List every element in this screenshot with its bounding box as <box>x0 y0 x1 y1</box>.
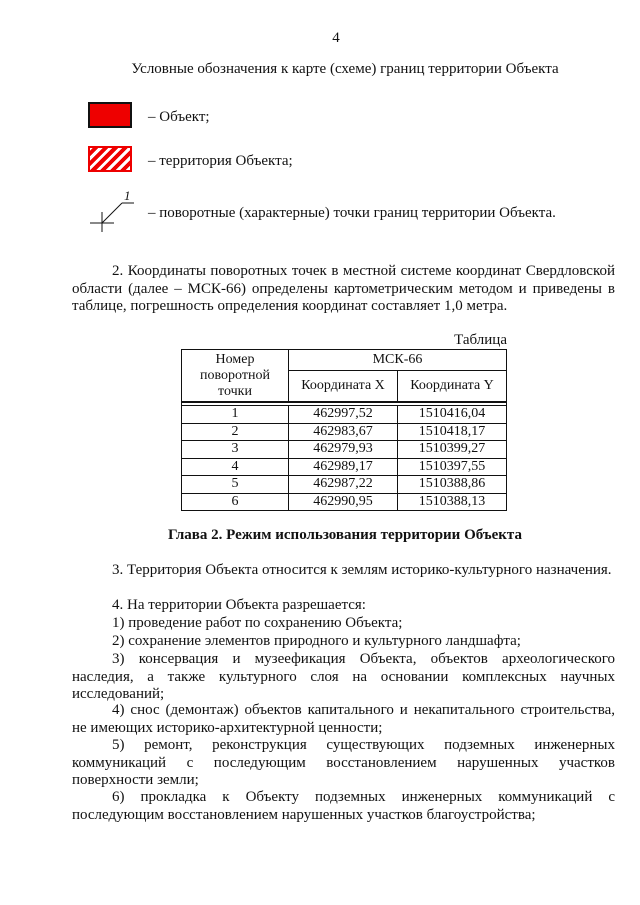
list-item-5: 5) ремонт, реконструкция существующих подземных инженерных коммуникаций с последующим восстановлением нарушенных участков поверхности земли; <box>72 737 615 788</box>
column-header-y: Координата Y <box>398 371 507 403</box>
list-item-1: 1) проведение работ по сохранению Объекта; <box>112 615 403 631</box>
table-row <box>182 476 507 494</box>
point-number: 2 <box>182 423 289 441</box>
point-number: 1 <box>182 406 289 424</box>
coord-x: 462989,17 <box>289 458 398 476</box>
coord-x: 462997,52 <box>289 406 398 424</box>
red-hatched-rectangle-icon <box>88 146 136 176</box>
column-header-system: МСК-66 <box>289 350 507 371</box>
red-filled-rectangle-icon <box>88 102 136 132</box>
coord-y: 1510388,86 <box>398 476 507 494</box>
coord-y: 1510418,17 <box>398 423 507 441</box>
legend-title: Условные обозначения к карте (схеме) границ территории Объекта <box>131 61 559 77</box>
table-row <box>182 441 507 459</box>
legend-item-turning-points <box>88 190 556 230</box>
legend-item-label: – Объект; <box>148 108 210 125</box>
point-number: 3 <box>182 441 289 459</box>
paragraph-3: 3. Территория Объекта относится к землям историко-культурного назначения. <box>112 562 612 578</box>
list-item-6: 6) прокладка к Объекту подземных инженерных коммуникаций с последующим восстановлением нарушенных участков благоустройства; <box>72 789 615 823</box>
list-item-3: 3) консервация и музеефикация Объекта, объектов археологического наследия, а также культурного слоя на основании комплексных научных исследований; <box>72 651 615 702</box>
coord-x: 462979,93 <box>289 441 398 459</box>
turning-point-marker-label: 1 <box>124 190 131 203</box>
paragraph-4: 4. На территории Объекта разрешается: <box>112 597 366 613</box>
table-row <box>182 406 507 424</box>
coord-y: 1510416,04 <box>398 406 507 424</box>
point-number: 4 <box>182 458 289 476</box>
coordinates-table <box>181 349 507 511</box>
legend-item-territory <box>88 144 293 178</box>
point-number: 6 <box>182 493 289 511</box>
coord-x: 462990,95 <box>289 493 398 511</box>
coord-y: 1510388,13 <box>398 493 507 511</box>
page-number: 4 <box>332 30 340 46</box>
table-caption: Таблица <box>454 332 507 348</box>
coord-y: 1510397,55 <box>398 458 507 476</box>
table-row <box>182 423 507 441</box>
column-header-number: Номер поворотной точки <box>182 350 289 403</box>
coord-x: 462983,67 <box>289 423 398 441</box>
chapter-title: Глава 2. Режим использования территории Объекта <box>168 527 522 543</box>
point-number: 5 <box>182 476 289 494</box>
turning-point-symbol-icon <box>88 190 136 228</box>
table-row <box>182 458 507 476</box>
table-row <box>182 493 507 511</box>
legend-item-label: – территория Объекта; <box>148 152 293 169</box>
legend-item-label: – поворотные (характерные) точки границ территории Объекта. <box>148 204 556 221</box>
list-item-4: 4) снос (демонтаж) объектов капитального и некапитального строительства, не имеющих историко-архитектурной ценности; <box>72 702 615 736</box>
coord-y: 1510399,27 <box>398 441 507 459</box>
paragraph-2: 2. Координаты поворотных точек в местной системе координат Свердловской области (далее – МСК-66) определены картометрическим методом и приведены в таблице, погрешность определения координат составляет 1,0 метра. <box>72 263 615 314</box>
column-header-x: Координата X <box>289 371 398 403</box>
legend-item-object <box>88 100 210 134</box>
coord-x: 462987,22 <box>289 476 398 494</box>
list-item-2: 2) сохранение элементов природного и культурного ландшафта; <box>112 633 521 649</box>
